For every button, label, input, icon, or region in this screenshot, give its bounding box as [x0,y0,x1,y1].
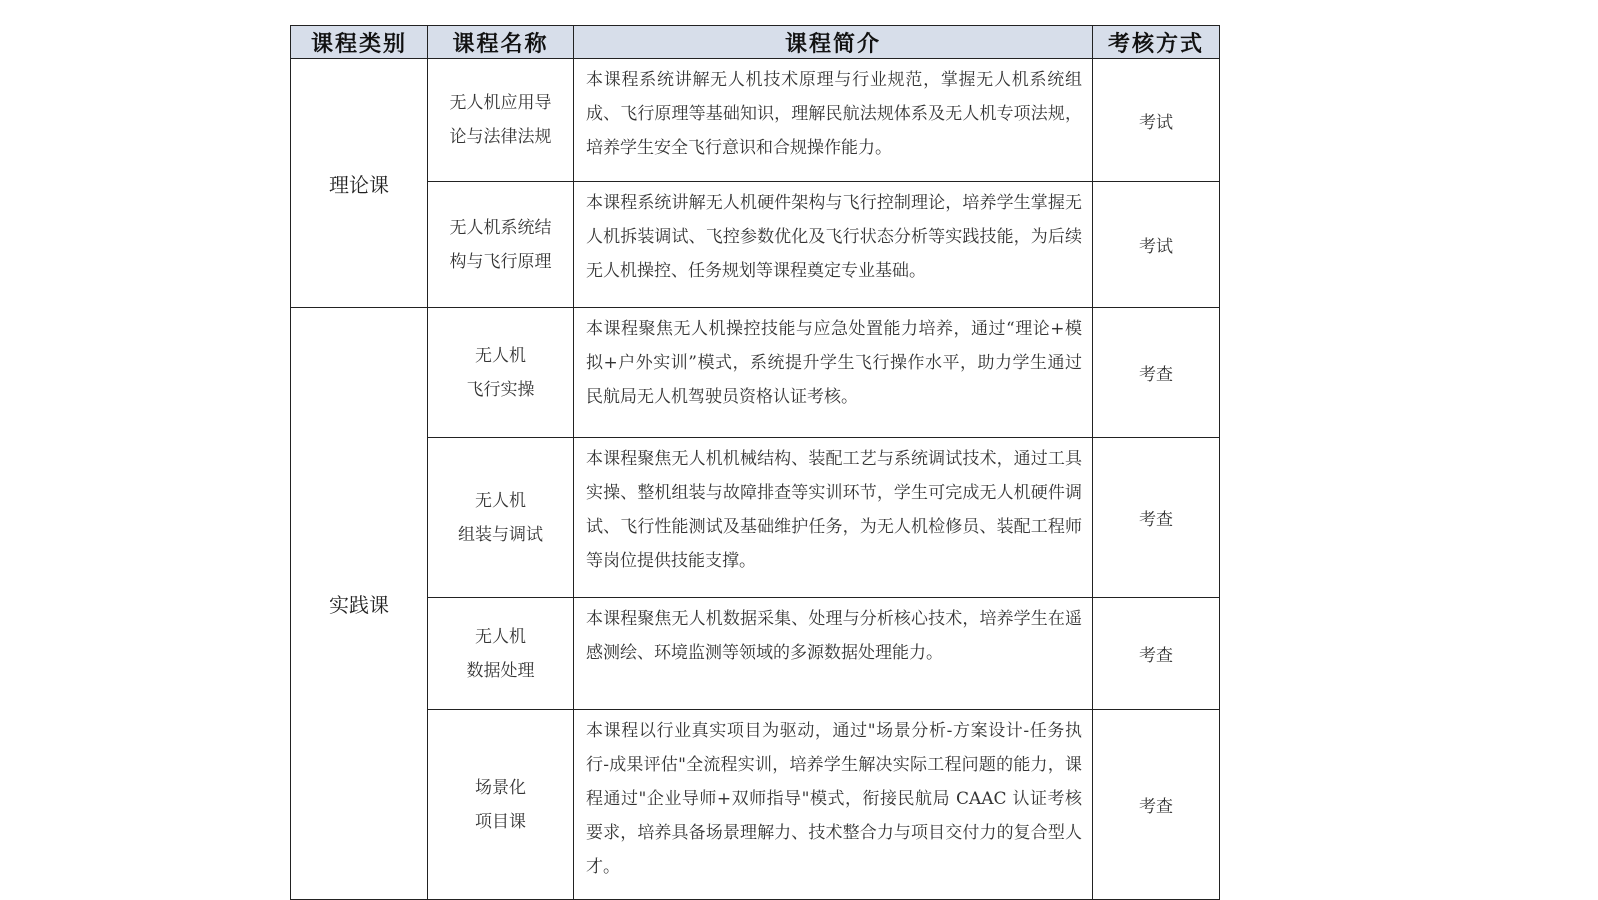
header-course-name: 课程名称 [428,26,574,59]
category-cell: 实践课 [291,308,428,900]
course-description-cell [574,598,1093,710]
assessment-cell: 考试 [1093,59,1220,182]
table-row [291,59,1220,182]
course-name-cell [428,308,574,438]
course-name: 无人机系统结构与飞行原理 [449,217,552,272]
assessment-cell: 考试 [1093,182,1220,308]
table-row [291,438,1220,598]
assessment-cell: 考查 [1093,438,1220,598]
course-name-line: 无人机 [475,345,526,366]
course-description: 本课程聚焦无人机操控技能与应急处置能力培养，通过“理论+模拟+户外实训”模式，系统提升学生飞行操作水平，助力学生通过民航局无人机驾驶员资格认证考核。 [586,319,1082,407]
course-name-line: 无人机 [475,626,526,647]
course-name-cell [428,182,574,308]
table-row [291,182,1220,308]
course-description-cell [574,182,1093,308]
header-assessment: 考核方式 [1093,26,1220,59]
table-row [291,710,1220,900]
table-row [291,308,1220,438]
header-description: 课程简介 [574,26,1093,59]
table-row [291,598,1220,710]
course-description-cell [574,710,1093,900]
course-name-cell [428,598,574,710]
header-category: 课程类别 [291,26,428,59]
assessment-cell: 考查 [1093,308,1220,438]
course-name-cell [428,710,574,900]
course-name: 无人机应用导论与法律法规 [449,93,552,147]
course-description-cell [574,308,1093,438]
category-cell: 理论课 [291,59,428,308]
course-description-cell [574,438,1093,598]
course-name-line: 数据处理 [466,660,535,681]
course-name-line: 场景化 [475,777,526,798]
course-name-line: 项目课 [475,811,526,832]
course-name-cell [428,438,574,598]
course-table [290,25,1220,900]
table-header-row [291,26,1220,59]
course-description: 本课程系统讲解无人机技术原理与行业规范，掌握无人机系统组成、飞行原理等基础知识，理解民航法规体系及无人机专项法规，培养学生安全飞行意识和合规操作能力。 [586,70,1082,158]
course-description: 本课程聚焦无人机机械结构、装配工艺与系统调试技术，通过工具实操、整机组装与故障排查等实训环节，学生可完成无人机硬件调试、飞行性能测试及基础维护任务，为无人机检修员、装配工程师等岗位提供技能支撑。 [586,449,1082,571]
course-name-line: 无人机 [475,490,526,511]
course-description-cell [574,59,1093,182]
assessment-cell: 考查 [1093,710,1220,900]
course-name-line: 组装与调试 [458,524,543,545]
course-description: 本课程系统讲解无人机硬件架构与飞行控制理论，培养学生掌握无人机拆装调试、飞控参数优化及飞行状态分析等实践技能，为后续无人机操控、任务规划等课程奠定专业基础。 [586,193,1082,281]
course-name-line: 飞行实操 [466,379,535,400]
course-description: 本课程以行业真实项目为驱动，通过"场景分析-方案设计-任务执行-成果评估"全流程实训，培养学生解决实际工程问题的能力，课程通过"企业导师+双师指导"模式，衔接民航局 CAAC 认证考核要求，培养具备场景理解力、技术整合力与项目交付力的复合型人才。 [586,721,1082,877]
course-description: 本课程聚焦无人机数据采集、处理与分析核心技术，培养学生在遥感测绘、环境监测等领域的多源数据处理能力。 [586,609,1082,663]
course-name-cell [428,59,574,182]
assessment-cell: 考查 [1093,598,1220,710]
